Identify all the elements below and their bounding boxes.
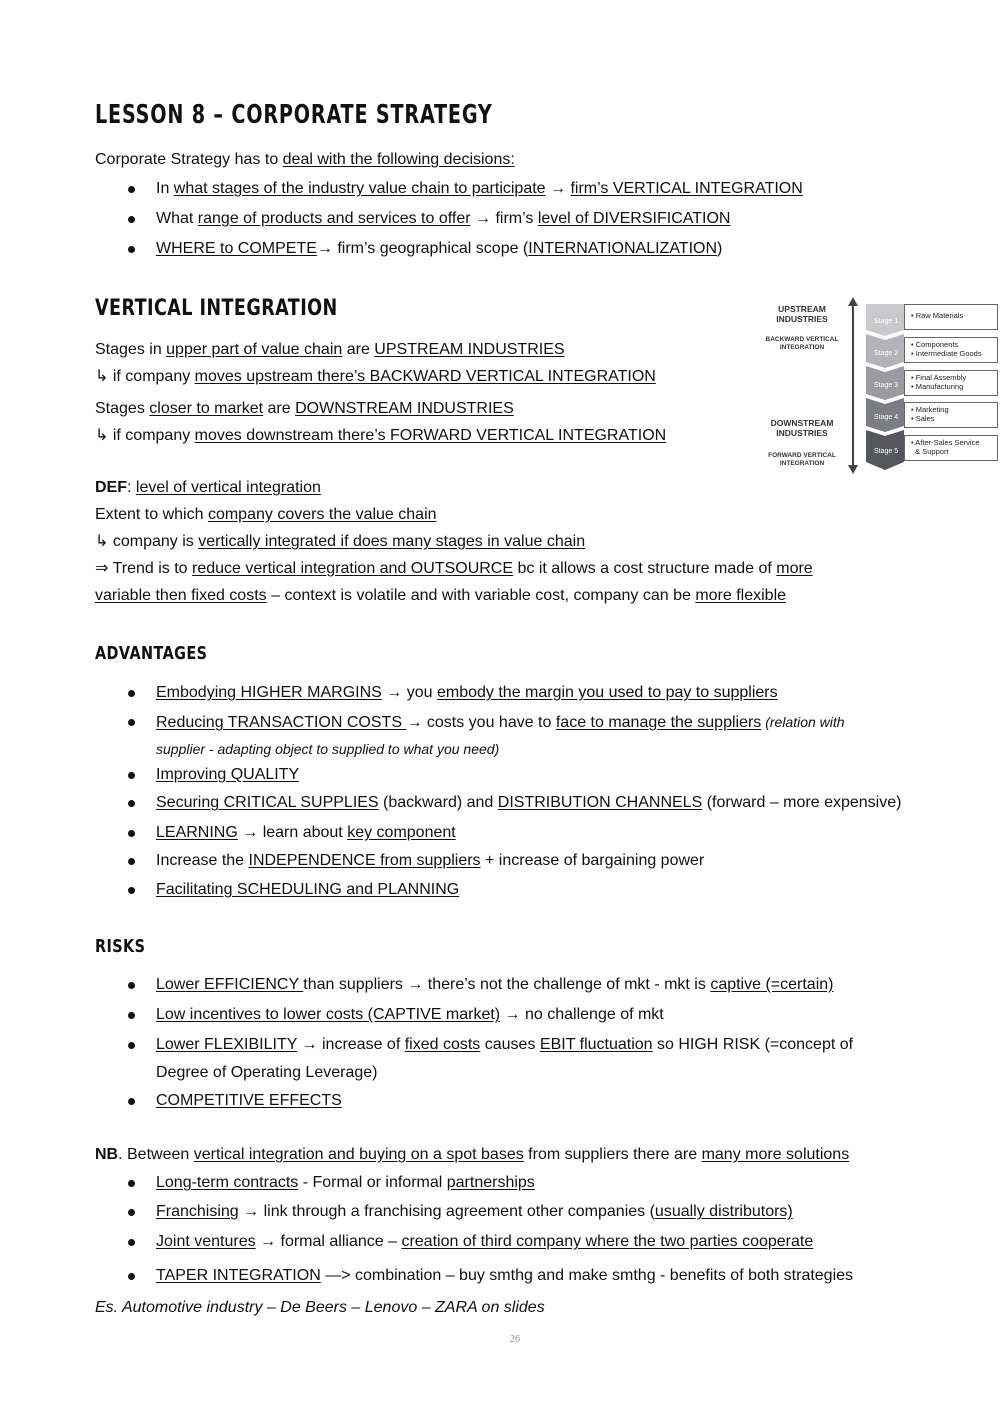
bullet-dot	[128, 772, 135, 779]
stage-label: Stage 2	[874, 350, 899, 357]
forward-label: FORWARD VERTICAL INTEGRATION	[768, 452, 836, 467]
section-heading-advantages: ADVANTAGES	[95, 643, 208, 664]
stage-label: Stage 5	[874, 448, 899, 455]
bullet-dot	[128, 1180, 135, 1187]
advantage-item: Facilitating SCHEDULING and PLANNING	[156, 881, 460, 898]
def-line: ↳ company is vertically integrated if does many stages in value chain	[95, 533, 586, 550]
advantage-item-continued: supplier - adapting object to supplied to what you need)	[156, 741, 500, 757]
bullet-dot	[128, 186, 135, 193]
stage-box: • Components • Intermediate Goods	[904, 337, 998, 363]
bullet-dot	[128, 1239, 135, 1246]
page-number: 26	[510, 1334, 520, 1345]
def-line: ⇒ Trend is to reduce vertical integration and OUTSOURCE bc it allows a cost structure made of more	[95, 560, 813, 577]
section-heading-risks: RISKS	[95, 936, 146, 957]
stage-label: Stage 1	[874, 318, 899, 325]
bullet-dot	[128, 830, 135, 837]
decision-item: WHERE to COMPETE→ firm’s geographical scope (INTERNATIONALIZATION)	[156, 240, 723, 257]
bullet-dot	[128, 1098, 135, 1105]
risk-item: Low incentives to lower costs (CAPTIVE market) → no challenge of mkt	[156, 1006, 664, 1023]
decision-item: What range of products and services to offer → firm’s level of DIVERSIFICATION	[156, 210, 731, 227]
nb-line: NB. Between vertical integration and buying on a spot bases from suppliers there are many more solutions	[95, 1146, 850, 1163]
solution-item: Franchising → link through a franchising agreement other companies (usually distributors)	[156, 1203, 793, 1220]
intro-line: Corporate Strategy has to deal with the following decisions:	[95, 151, 515, 168]
stage-box: • After-Sales Service & Support	[904, 435, 998, 461]
bullet-dot	[128, 719, 135, 726]
vi-line: ↳ if company moves upstream there’s BACKWARD VERTICAL INTEGRATION	[95, 368, 656, 385]
def-line: DEF: level of vertical integration	[95, 479, 321, 496]
bullet-dot	[128, 887, 135, 894]
stage-box: • Marketing • Sales	[904, 402, 998, 428]
section-heading-vertical-integration: VERTICAL INTEGRATION	[95, 296, 338, 321]
solution-item: Long-term contracts - Formal or informal partnerships	[156, 1174, 535, 1191]
vi-line: Stages closer to market are DOWNSTREAM INDUSTRIES	[95, 400, 514, 417]
stage-label: Stage 3	[874, 382, 899, 389]
risk-item: Lower FLEXIBILITY → increase of fixed costs causes EBIT fluctuation so HIGH RISK (=concept of	[156, 1036, 854, 1053]
solution-item: TAPER INTEGRATION —> combination – buy smthg and make smthg - benefits of both strategies	[156, 1267, 854, 1284]
example-line: Es. Automotive industry – De Beers – Lenovo – ZARA on slides	[95, 1299, 545, 1316]
value-chain-diagram	[762, 296, 998, 478]
advantage-item: LEARNING → learn about key component	[156, 824, 456, 841]
risk-item: Lower EFFICIENCY than suppliers → there’s not the challenge of mkt - mkt is captive (=certain)	[156, 976, 834, 993]
bullet-dot	[128, 1209, 135, 1216]
bullet-dot	[128, 982, 135, 989]
bullet-dot	[128, 800, 135, 807]
stage-label: Stage 4	[874, 414, 899, 421]
backward-label: BACKWARD VERTICAL INTEGRATION	[765, 336, 839, 351]
bullet-dot	[128, 690, 135, 697]
risk-item: COMPETITIVE EFFECTS	[156, 1092, 342, 1109]
upstream-label: UPSTREAM INDUSTRIES	[776, 304, 828, 324]
bullet-dot	[128, 216, 135, 223]
advantage-item: Increase the INDEPENDENCE from suppliers + increase of bargaining power	[156, 852, 705, 869]
downstream-label: DOWNSTREAM INDUSTRIES	[770, 418, 834, 438]
advantage-item: Improving QUALITY	[156, 766, 300, 783]
vi-line: ↳ if company moves downstream there’s FORWARD VERTICAL INTEGRATION	[95, 427, 667, 444]
bullet-dot	[128, 1042, 135, 1049]
vi-line: Stages in upper part of value chain are UPSTREAM INDUSTRIES	[95, 341, 565, 358]
def-line: Extent to which company covers the value chain	[95, 506, 437, 523]
risk-item-continued: Degree of Operating Leverage)	[156, 1064, 378, 1081]
stage-box: • Final Assembly • Manufacturing	[904, 370, 998, 396]
def-line: variable then fixed costs – context is volatile and with variable cost, company can be more flexible	[95, 587, 787, 604]
advantage-item: Securing CRITICAL SUPPLIES (backward) and DISTRIBUTION CHANNELS (forward – more expensive)	[156, 794, 902, 811]
bullet-dot	[128, 858, 135, 865]
double-arrow-icon	[846, 296, 860, 476]
bullet-dot	[128, 246, 135, 253]
bullet-dot	[128, 1012, 135, 1019]
solution-item: Joint ventures → formal alliance – creation of third company where the two parties cooperate	[156, 1233, 814, 1250]
page-title: LESSON 8 – CORPORATE STRATEGY	[95, 100, 493, 130]
advantage-item: Reducing TRANSACTION COSTS → costs you have to face to manage the suppliers (relation with	[156, 714, 845, 731]
stage-box: • Raw Materials	[904, 304, 998, 330]
bullet-dot	[128, 1273, 135, 1280]
advantage-item: Embodying HIGHER MARGINS → you embody the margin you used to pay to suppliers	[156, 684, 778, 701]
decision-item: In what stages of the industry value chain to participate → firm’s VERTICAL INTEGRATION	[156, 180, 803, 197]
